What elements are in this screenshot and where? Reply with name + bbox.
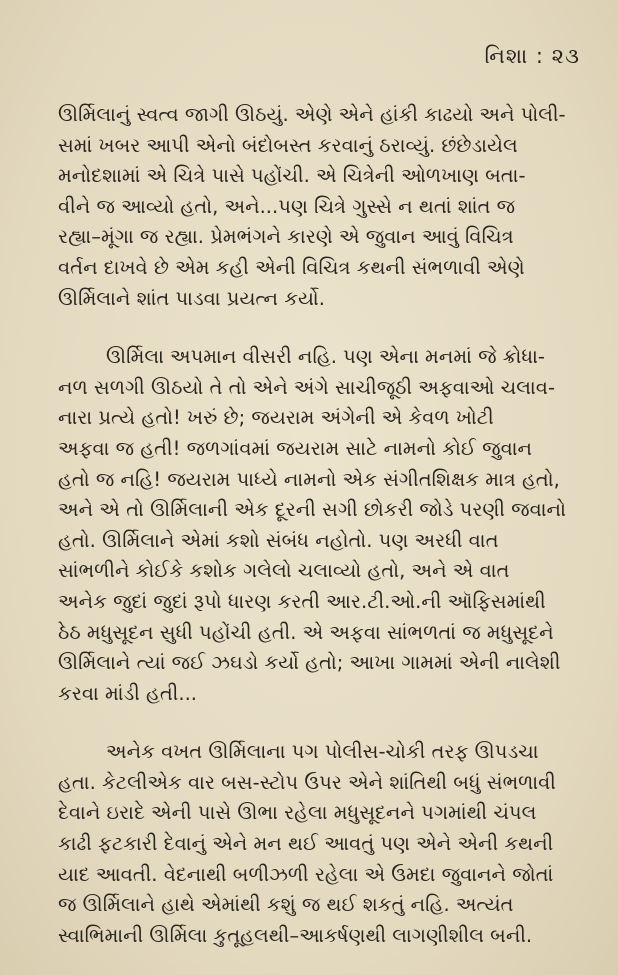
text-line: ઊર્મિલાને શાંત પાડવા પ્રયત્ન કર્યો. xyxy=(58,286,325,310)
text-line: સાંભળીને કોઈકે કશોક ગલેલો ચલાવ્યો હતો, અને એ વાત xyxy=(58,559,510,583)
paragraph-3 xyxy=(58,737,588,951)
paragraph-2 xyxy=(58,342,588,709)
text-line: જ ઊર્મિલાને હાથે એમાંથી કશું જ થઈ શકતું નહિ. અત્યંત xyxy=(58,893,514,917)
text-line: નળ સળગી ઊઠયો તે તો એને અંગે સાચીજૂઠી અફવાઓ ચલાવ- xyxy=(58,375,555,399)
text-line: દેવાને ઇરાદે એની પાસે ઊભા રહેલા મધુસૂદનને પગમાંથી ચંપલ xyxy=(58,801,537,825)
text-line: અનેક વખત ઊર્મિલાના પગ પોલીસ-ચોકી તરફ ઊપડચા xyxy=(106,740,539,764)
text-line: અફવા જ હતી! જળગાંવમાં જયરામ સાટે નામનો કોઈ જુવાન xyxy=(58,436,533,460)
text-line: કરવા માંડી હતી... xyxy=(58,681,197,705)
text-line: નારા પ્રત્યે હતો! ખરું છે; જયરામ અંગેની એ કેવળ ખોટી xyxy=(58,406,494,430)
paragraph-gap xyxy=(58,314,588,342)
paragraph-1 xyxy=(58,100,588,314)
text-line: ઊર્મિલા અપમાન વીસરી નહિ. પણ એના મનમાં જે ક્રોધા- xyxy=(106,345,545,369)
text-line: ઊર્મિલાનું સ્વત્વ જાગી ઊઠયું. એણે એને હાંકી કાઢયો અને પોલી- xyxy=(58,103,566,126)
text-line: અનેક જુદાં જુદાં રૂપો ધારણ કરતી આર.ટી.ઓ.ની ઑફિસમાંથી xyxy=(58,589,546,613)
text-line: સ્વાભિમાની ઊર્મિલા કુતૂહલથી–આકર્ષણથી લાગણીશીલ બની. xyxy=(58,923,533,947)
text-line: કાઢી ફટકારી દેવાનું એને મન થઈ આવતું પણ એને એની કથની xyxy=(58,832,554,856)
text-line: હતા. કેટલીએક વાર બસ-સ્ટોપ ઉપર એને શાંતિથી બધું સંભળાવી xyxy=(58,770,556,794)
paragraph-gap xyxy=(58,709,588,737)
running-header: નિશા : ૨૩ xyxy=(484,44,580,68)
body-text xyxy=(58,100,588,951)
text-line: હતો જ નહિ! જયરામ પાધ્યે નામનો એક સંગીતશિક્ષક માત્ર હતો, xyxy=(58,467,560,491)
text-line: સમાં ખબર આપી એનો બંદોબસ્ત કરવાનું ઠરાવ્યું. છંછેડાયેલ xyxy=(58,133,518,157)
text-line: વર્તન દાખવે છે એમ કહી એની વિચિત્ર કથની સંભળાવી એણે xyxy=(58,255,525,279)
text-line: વીને જ આવ્યો હતો, અને...પણ ચિત્રે ગુસ્સે ન થતાં શાંત જ xyxy=(58,194,516,218)
text-line: ઊર્મિલાને ત્યાં જઈ ઝઘડો કર્યો હતો; આખા ગામમાં એની નાલેશી xyxy=(58,651,561,675)
text-line: મનોદશામાં એ ચિત્રે પાસે પહોંચી. એ ચિત્રેની ઓળખાણ બતા- xyxy=(58,164,526,188)
text-line: યાદ આવતી. વેદનાથી બળીઝળી રહેલા એ ઉમદા જુવાનને જોતાં xyxy=(58,862,554,886)
text-line: રહ્યા–મૂંગા જ રહ્યા. પ્રેમભંગને કારણે એ જુવાન આવું વિચિત્ર xyxy=(58,225,514,249)
text-line: હતો. ઊર્મિલાને એમાં કશો સંબંધ નહોતો. પણ અરધી વાત xyxy=(58,528,499,552)
text-line: અને એ તો ઊર્મિલાની એક દૂરની સગી છોકરી જોડે પરણી જવાનો xyxy=(58,498,566,522)
text-line: ઠેઠ મધુસૂદન સુધી પહોંચી હતી. એ અફવા સાંભળતાં જ મધુસૂદને xyxy=(58,620,554,644)
